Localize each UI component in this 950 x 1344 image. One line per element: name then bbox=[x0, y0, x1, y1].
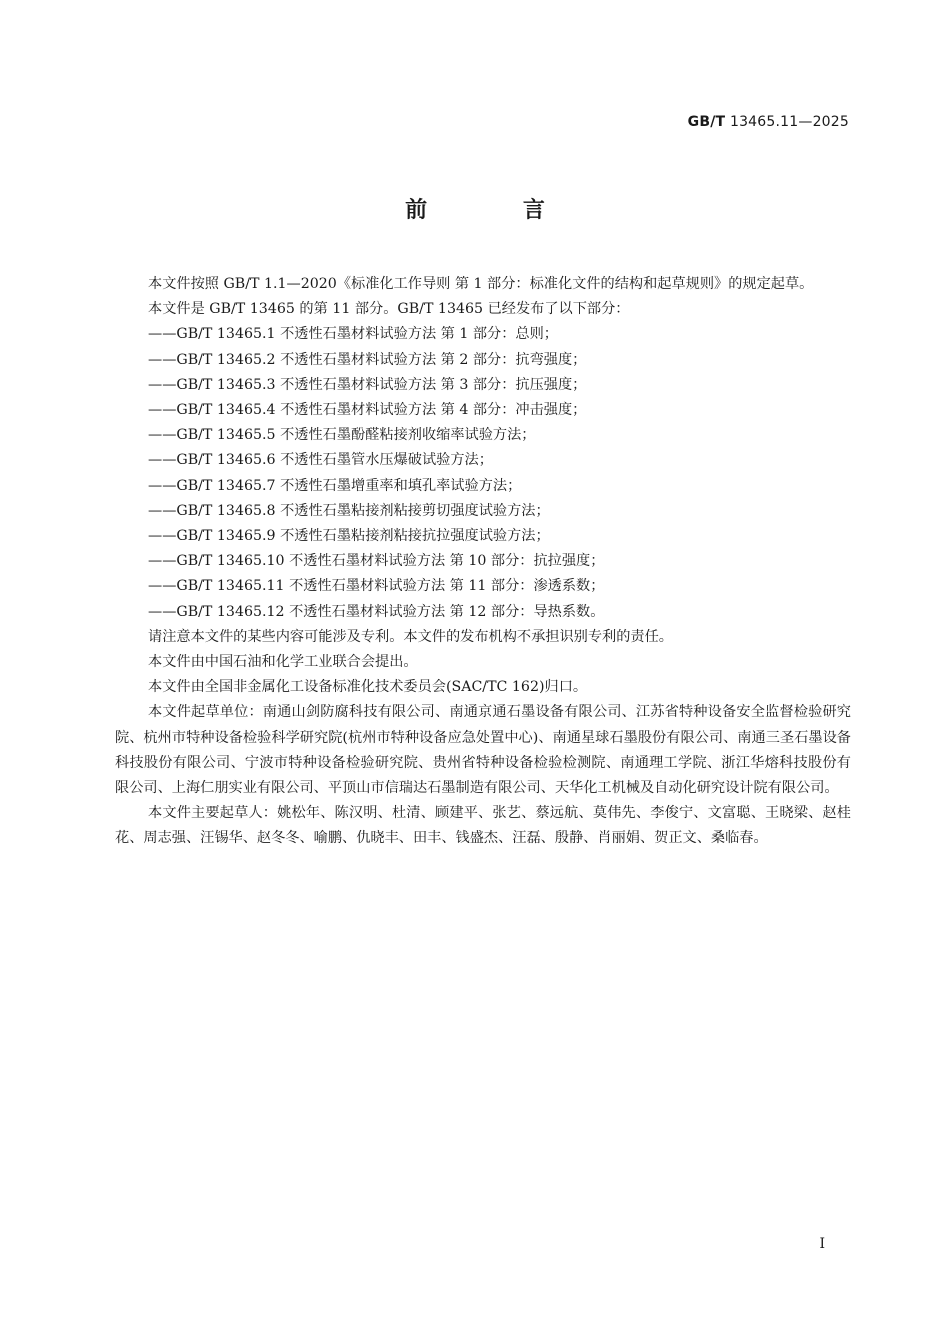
paragraph-parts-intro: 本文件是 GB/T 13465 的第 11 部分。GB/T 13465 已经发布了以下部分： bbox=[148, 301, 630, 318]
list-item: ——GB/T 13465.9 不透性石墨粘接剂粘接抗拉强度试验方法； bbox=[148, 528, 550, 545]
list-item: ——GB/T 13465.6 不透性石墨管水压爆破试验方法； bbox=[148, 452, 493, 469]
list-item: ——GB/T 13465.5 不透性石墨酚醛粘接剂收缩率试验方法； bbox=[148, 427, 536, 444]
parts-list bbox=[115, 322, 851, 624]
paragraph-drafters: 本文件主要起草人：姚松年、陈汉明、杜清、顾建平、张艺、蔡远航、莫伟先、李俊宁、文富聪、王晓梁、赵桂花、周志强、汪锡华、赵冬冬、喻鹏、仇晓丰、田丰、钱盛杰、汪磊、殷静、肖丽娟、贺正文、桑临春。 bbox=[115, 805, 851, 847]
list-item: ——GB/T 13465.3 不透性石墨材料试验方法 第 3 部分：抗压强度； bbox=[148, 376, 587, 393]
paragraph-patent-notice: 请注意本文件的某些内容可能涉及专利。本文件的发布机构不承担识别专利的责任。 bbox=[148, 628, 673, 645]
list-item: ——GB/T 13465.12 不透性石墨材料试验方法 第 12 部分：导热系数。 bbox=[148, 603, 605, 620]
standard-code bbox=[688, 114, 849, 130]
page-title: 前 言 bbox=[405, 198, 589, 223]
paragraph-drafting-organizations: 本文件起草单位：南通山剑防腐科技有限公司、南通京通石墨设备有限公司、江苏省特种设备安全监督检验研究院、杭州市特种设备检验科学研究院(杭州市特种设备应急处置中心)、南通星球石墨股份有限公司、南通三圣石墨设备科技股份有限公司、宁波市特种设备检验研究院、贵州省特种设备检验检测院、南通理工学院、浙江华熔科技股份有限公司、上海仁朋实业有限公司、平顶山市信瑞达石墨制造有限公司、天华化工机械及自动化研究设计院有限公司。 bbox=[115, 704, 851, 797]
list-item: ——GB/T 13465.4 不透性石墨材料试验方法 第 4 部分：冲击强度； bbox=[148, 402, 587, 419]
list-item: ——GB/T 13465.2 不透性石墨材料试验方法 第 2 部分：抗弯强度； bbox=[148, 351, 587, 368]
standard-code-prefix: GB/T bbox=[687, 114, 726, 130]
list-item: ——GB/T 13465.10 不透性石墨材料试验方法 第 10 部分：抗拉强度； bbox=[148, 553, 605, 570]
standard-code-number: 13465.11—2025 bbox=[729, 114, 849, 130]
paragraph-drafting-rules: 本文件按照 GB/T 1.1—2020《标准化工作导则 第 1 部分：标准化文件的结构和起草规则》的规定起草。 bbox=[148, 276, 814, 292]
list-item: ——GB/T 13465.1 不透性石墨材料试验方法 第 1 部分：总则； bbox=[148, 326, 558, 343]
paragraph-committee: 本文件由全国非金属化工设备标准化技术委员会(SAC/TC 162)归口。 bbox=[148, 679, 588, 696]
list-item: ——GB/T 13465.8 不透性石墨粘接剂粘接剪切强度试验方法； bbox=[148, 502, 550, 519]
document-body bbox=[115, 272, 851, 852]
page-number: I bbox=[819, 1236, 825, 1252]
paragraph-proposer: 本文件由中国石油和化学工业联合会提出。 bbox=[148, 654, 418, 671]
list-item: ——GB/T 13465.11 不透性石墨材料试验方法 第 11 部分：渗透系数； bbox=[148, 578, 605, 595]
list-item: ——GB/T 13465.7 不透性石墨增重率和填孔率试验方法； bbox=[148, 477, 522, 494]
